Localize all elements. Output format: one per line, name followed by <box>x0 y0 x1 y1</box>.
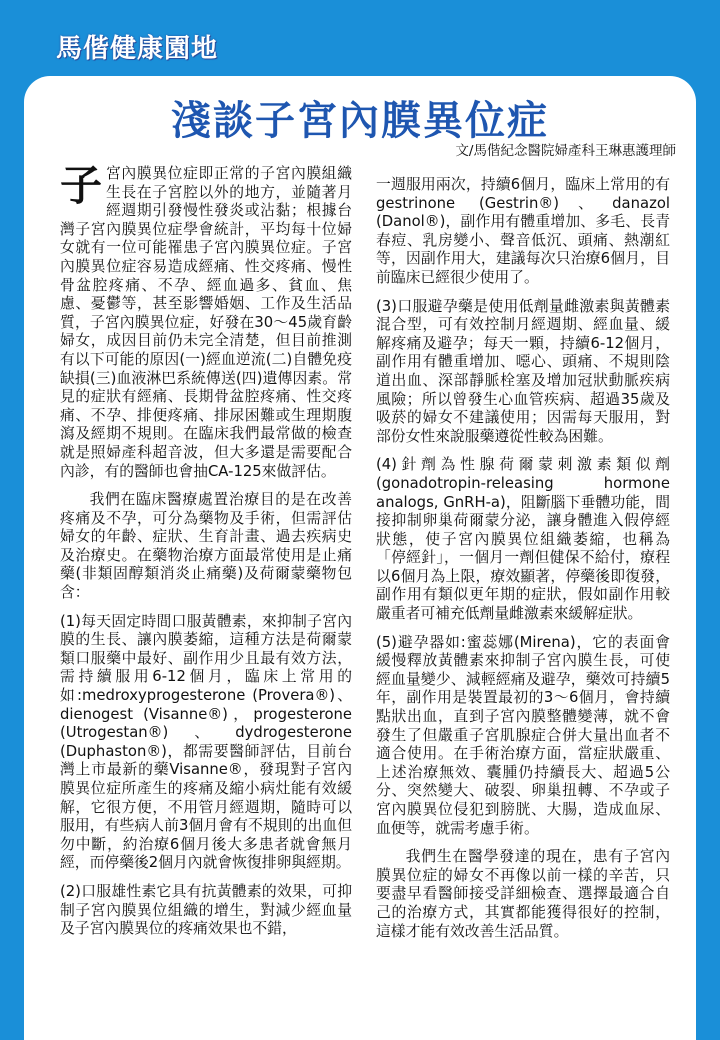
drop-cap: 子 <box>60 161 103 210</box>
right-column <box>376 176 670 951</box>
article-byline: 文/馬偕紀念醫院婦產科王琳惠護理師 <box>455 143 676 159</box>
section-title: 馬偕健康園地 <box>56 34 219 64</box>
paragraph-intro <box>60 161 352 481</box>
paragraph-androgen: (2)口服雄性素它具有抗黃體素的效果，可抑制子宮內膜異位組織的增生，對減少經血量及子宮內膜異位的疼痛效果也不錯， <box>60 882 352 938</box>
left-column <box>60 161 352 949</box>
paragraph-gnrh: (4)針劑為性腺荷爾蒙刺激素類似劑 (gonadotropin-releasing hormone analogs, GnRH-a)，阻斷腦下垂體功能，間接抑制卵巢荷爾蒙分泌，讓身體進入假停經狀態，使子宮內膜異位組織萎縮，也稱為「停經針」，一個月一劑但健保不給付，療程以6個月為上限，療效顯著，停藥後即復發，副作用有類似更年期的症狀，假如副作用較嚴重者可補充低劑量雌激素來緩解症狀。 <box>376 456 670 623</box>
article-title: 淺談子宮內膜異位症 <box>171 98 549 144</box>
paragraph-androgen-cont: 一週服用兩次，持續6個月，臨床上常用的有gestrinone (Gestrin®)、danazol (Danol®)，副作用有體重增加、多毛、長青春痘、乳房變小、聲音低沉、頭痛、熱潮紅等，因副作用大，建議每次只治療6個月，目前臨床已經很少使用了。 <box>376 176 670 286</box>
paragraph-intro-text: 宮內膜異位症即正常的子宮內膜組織生長在子宮腔以外的地方，並隨著月經週期引發慢性發炎或沾黏；根據台灣子宮內膜異位症學會統計，平均每十位婦女就有一位可能罹患子宮內膜異位症。子宮內膜異位症容易造成經痛、性交疼痛、慢性骨盆腔疼痛、不孕、經血過多、貧血、焦慮、憂鬱等，甚至影響婚姻、工作及生活品質，子宮內膜異位症，好發在30～45歲育齡婦女，成因目前仍未完全清楚，但目前推測有以下可能的原因(一)經血逆流(二)自體免疫缺損(三)血液淋巴系統傳送(四)遺傳因素。常見的症狀有經痛、長期骨盆腔疼痛、性交疼痛、不孕、排便疼痛、排尿困難或生理期腹瀉及經期不規則。在臨床我們最常做的檢查就是照婦產科超音波，但大多還是需要配合內診，有的醫師也會抽CA-125來做評估。 <box>60 165 352 480</box>
header-banner <box>0 0 720 76</box>
paragraph-iud: (5)避孕器如:蜜蕊娜(Mirena)，它的表面會緩慢釋放黃體素來抑制子宮內膜生長，可使經血量變少、減輕經痛及避孕，藥效可持續5年，副作用是裝置最初的3～6個月，會持續點狀出血，直到子宮內膜整體變薄，就不會發生了但嚴重子宮肌腺症合併大量出血者不適合使用。在手術治療方面，當症狀嚴重、上述治療無效、囊腫仍持續長大、超過5公分、突然變大、破裂、卵巢扭轉、不孕或子宮內膜異位侵犯到膀胱、大腸，造成血尿、血便等，就需考慮手術。 <box>376 633 670 837</box>
paragraph-conclusion: 我們生在醫學發達的現在，患有子宮內膜異位症的婦女不再像以前一樣的辛苦，只要盡早看醫師接受詳細檢查、選擇最適合自己的治療方式，其實都能獲得很好的控制，這樣才能有效改善生活品質。 <box>376 848 670 940</box>
paragraph-treatment-overview: 我們在臨床醫療處置治療目的是在改善疼痛及不孕，可分為藥物及手術，但需評估婦女的年齡、症狀、生育計畫、過去疾病史及治療史。在藥物治療方面最常使用是止痛藥(非類固醇類消炎止痛藥)及荷爾蒙藥物包含： <box>60 491 352 602</box>
paragraph-oral-contraceptive: (3)口服避孕藥是使用低劑量雌激素與黃體素混合型，可有效控制月經週期、經血量、緩解疼痛及避孕；每天一顆，持續6-12個月，副作用有體重增加、噁心、頭痛、不規則陰道出血、深部靜脈栓塞及增加冠狀動脈疾病風險；所以曾發生心血管疾病、超過35歲及吸菸的婦女不建議使用；因需每天服用，對部份女性來說服藥遵從性較為困難。 <box>376 297 670 445</box>
paragraph-progestin: (1)每天固定時間口服黃體素，來抑制子宮內膜的生長、讓內膜萎縮，這種方法是荷爾蒙類口服藥中最好、副作用少且最有效方法，需持續服用6-12個月，臨床上常用的如:medroxyprogesterone (Provera®)、dienogest (Visanne®)，progesterone (Utrogestan®)、dydrogesterone (Duphaston®)，都需要醫師評估，目前台灣上市最新的藥Visanne®，發現對子宮內膜異位症所產生的疼痛及縮小病灶能有效緩解，它很方便，不用管月經週期，隨時可以服用，有些病人前3個月會有不規則的出血但勿中斷，約治療6個月後大多患者就會無月經，而停藥後2個月內就會恢復排卵與經期。 <box>60 612 352 872</box>
